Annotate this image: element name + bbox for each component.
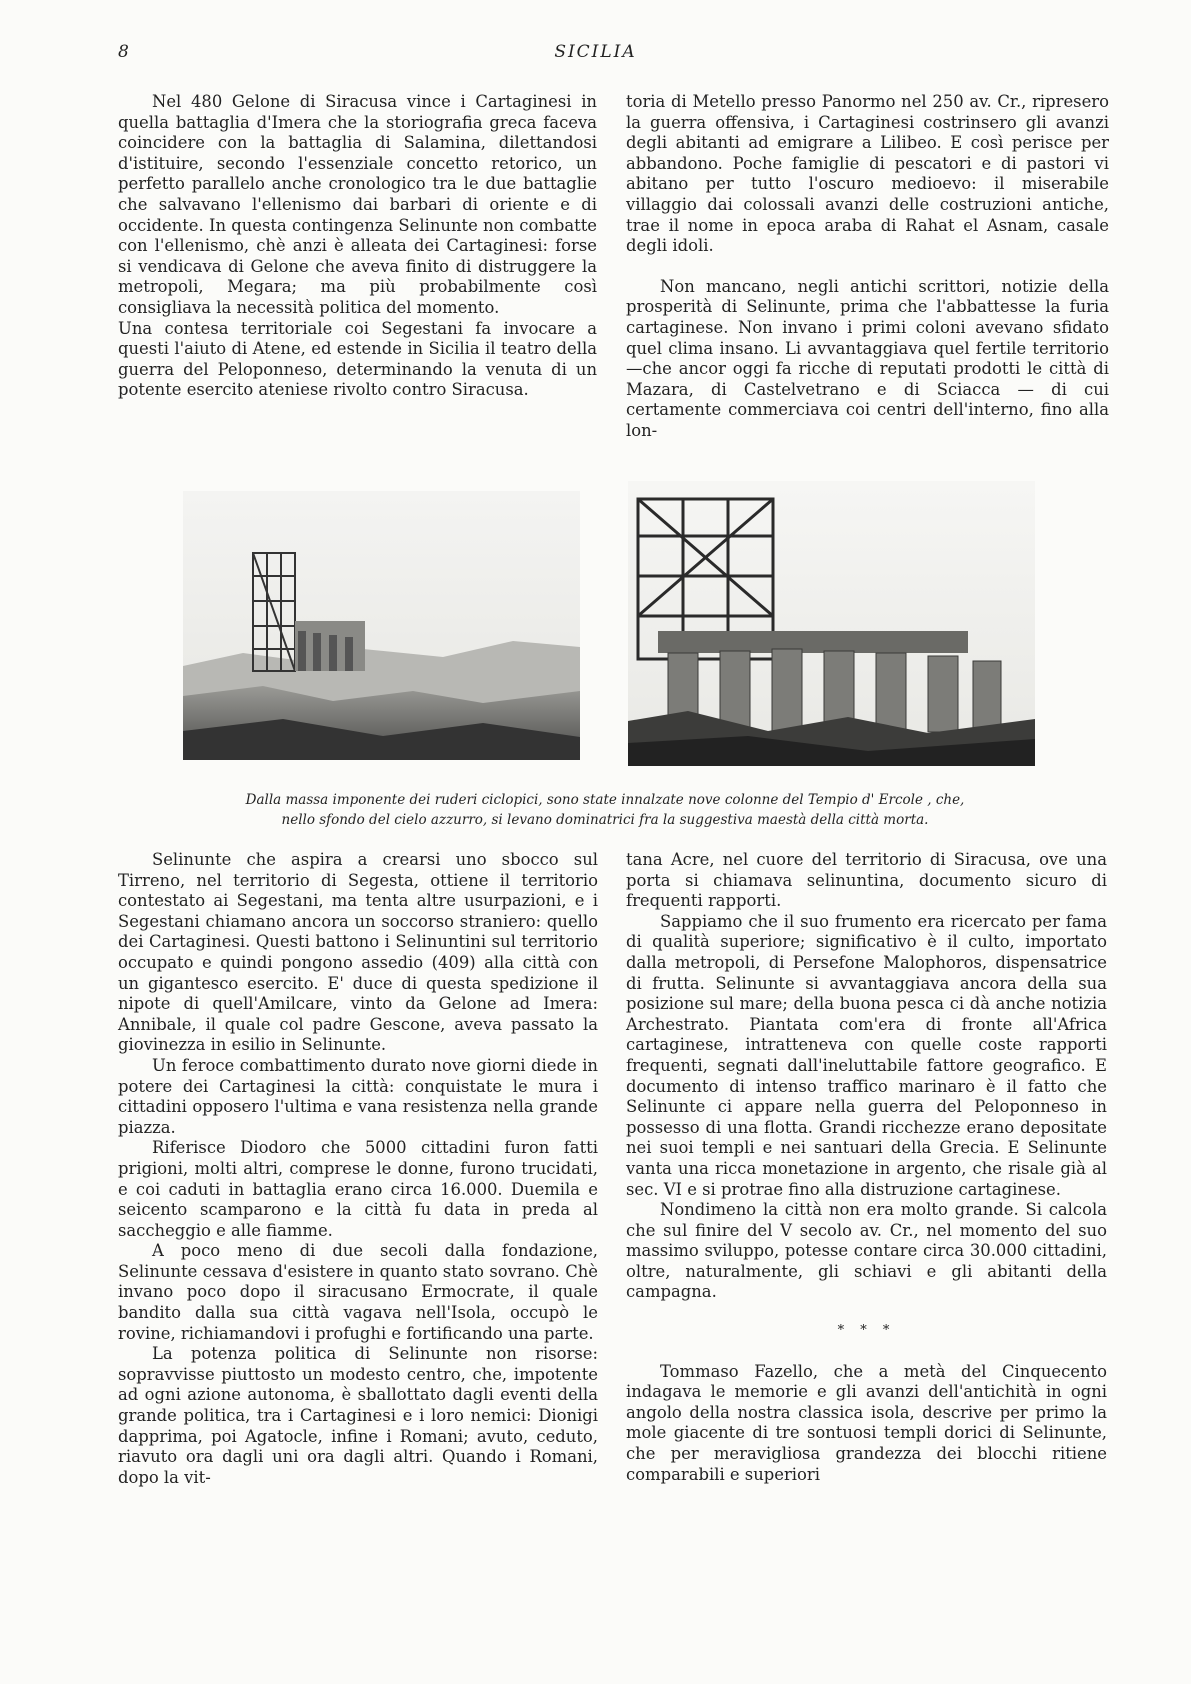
page-number: 8 — [118, 42, 129, 62]
paragraph: Nel 480 Gelone di Siracusa vince i Cartaginesi in quella battaglia d'Imera che la storiografia greca faceva coincidere con la battaglia di Salamina, dilettandosi d'istituire, secondo l'essenziale concetto retorico, un perfetto parallelo anche cronologico tra le due battaglie che salvavano l'ellenismo dai barbari di oriente e di occidente. In questa contingenza Selinunte non combatte con l'ellenismo, chè anzi è alleata dei Cartaginesi: forse si vendicava di Gelone che aveva finito di distruggere la metropoli, Megara; ma più probabilmente così consigliava la necessità politica del momento. — [118, 92, 597, 317]
paragraph: Non mancano, negli antichi scrittori, notizie della prosperità di Selinunte, prima che l'abbattesse la furia cartaginese. Non invano i primi coloni avevano sfidato quel clima insano. Li avvantaggiava quel fertile territorio—che ancor oggi fa ricche di reputati prodotti le città di Mazara, di Castelvetrano e di Sciacca — di cui certamente commerciava coi centri dell'interno, fino alla lon- — [626, 276, 1109, 440]
paragraph: Un feroce combattimento durato nove giorni diede in potere dei Cartaginesi la città: conquistate le mura i cittadini opposero l'ultima e vana resistenza nella grande piazza. — [118, 1055, 598, 1137]
running-title: SICILIA — [554, 42, 637, 62]
photo-temple-scaffolding-distant — [183, 491, 580, 760]
paragraph: A poco meno di due secoli dalla fondazione, Selinunte cessava d'esistere in quanto stato sovrano. Chè invano poco dopo il siracusano Ermocrate, il quale bandito dalla sua città vagava nell'Isola, occupò le rovine, richiamandovi i profughi e fortificando una parte. — [118, 1241, 598, 1343]
page-header — [0, 40, 1191, 70]
top-left-column — [118, 92, 597, 401]
paragraph: La potenza politica di Selinunte non risorse: sopravvisse piuttosto un modesto centro, che, impotente ad ogni azione autonoma, è sballottato dagli eventi della grande politica, tra i Cartaginesi e i loro nemici: Dionigi dapprima, poi Agatocle, infine i Romani; avuto, ceduto, riavuto ora dagli uni ora dagli altri. Quando i Romani, dopo la vit- — [118, 1344, 598, 1487]
paragraph: Riferisce Diodoro che 5000 cittadini furon fatti prigioni, molti altri, comprese le donne, furono trucidati, e coi caduti in battaglia erano circa 16.000. Duemila e seicento scamparono e la città fu data in preda al saccheggio e alle fiamme. — [118, 1138, 598, 1240]
paragraph: Selinunte che aspira a crearsi uno sbocco sul Tirreno, nel territorio di Segesta, ottiene il territorio contestato ai Segestani, ma tenta altre usurpazioni, e i Segestani chiamano ancora un soccorso straniero: quello dei Cartaginesi. Questi battono i Selinuntini sul territorio occupato e quindi pongono assedio (409) alla città con un gigantesco esercito. E' duce di questa spedizione il nipote di quell'Amilcare, vinto da Gelone ad Imera: Annibale, il quale col padre Gescone, aveva passato la giovinezza in esilio in Selinunte. — [118, 850, 598, 1055]
paragraph: Nondimeno la città non era molto grande. Si calcola che sul finire del V secolo av. Cr., nel momento del suo massimo sviluppo, potesse contare circa 30.000 cittadini, oltre, naturalmente, gli schiavi e gli abitanti della campagna. — [626, 1200, 1107, 1302]
paragraph: toria di Metello presso Panormo nel 250 av. Cr., ripresero la guerra offensiva, i Cartaginesi costrinsero gli avanzi degli abitanti ad emigrare a Lilibeo. E così perisce per abbandono. Poche famiglie di pescatori e di pastori vi abitano per tutto l'oscuro medioevo: il miserabile villaggio dai colossali avanzi delle costruzioni antiche, trae il nome in epoca araba di Rahat el Asnam, casale degli idoli. — [626, 92, 1109, 256]
section-separator: * * * — [837, 1323, 896, 1339]
caption-line: Dalla massa imponente dei ruderi ciclopici, sono state innalzate nove colonne del Tempio d' Ercole , che, — [245, 792, 965, 808]
photo-temple-columns-scaffolding — [628, 481, 1035, 766]
paragraph: tana Acre, nel cuore del territorio di Siracusa, ove una porta si chiamava selinuntina, documento sicuro di frequenti rapporti. — [626, 850, 1107, 911]
photo-caption — [140, 790, 1070, 830]
caption-line: nello sfondo del cielo azzurro, si levano dominatrici fra la suggestiva maestà della città morta. — [281, 812, 929, 828]
paragraph: Una contesa territoriale coi Segestani fa invocare a questi l'aiuto di Atene, ed estende in Sicilia il teatro della guerra del Peloponneso, determinando la venuta di un potente esercito ateniese rivolto contro Siracusa. — [118, 318, 597, 400]
paragraph: Tommaso Fazello, che a metà del Cinquecento indagava le memorie e gli avanzi dell'antichità in ogni angolo della nostra classica isola, descrive per primo la mole giacente di tre sontuosi templi dorici di Selinunte, che per meravigliosa grandezza dei blocchi ritiene comparabili e superiori — [626, 1361, 1107, 1484]
bottom-left-column — [118, 850, 598, 1488]
bottom-right-column — [626, 850, 1107, 1485]
top-right-column — [626, 92, 1109, 442]
paragraph: Sappiamo che il suo frumento era ricercato per fama di qualità superiore; significativo è il culto, importato dalla metropoli, di Persefone Malophoros, dispensatrice di frutta. Selinunte si avvantaggiava ancora della sua posizione sul mare; della buona pesca ci dà anche notizia Archestrato. Piantata com'era di fronte all'Africa cartaginese, intratteneva con quelle coste rapporti frequenti, segnati dall'ineluttabile fattore geografico. E documento di intenso traffico marinaro è il fatto che Selinunte ci appare nella guerra del Peloponneso in possesso di una flotta. Grandi ricchezze erano depositate nei suoi templi e nei santuari della Grecia. E Selinunte vanta una ricca monetazione in argento, che risale già al sec. VI e si protrae fino alla distruzione cartaginese. — [626, 911, 1107, 1199]
